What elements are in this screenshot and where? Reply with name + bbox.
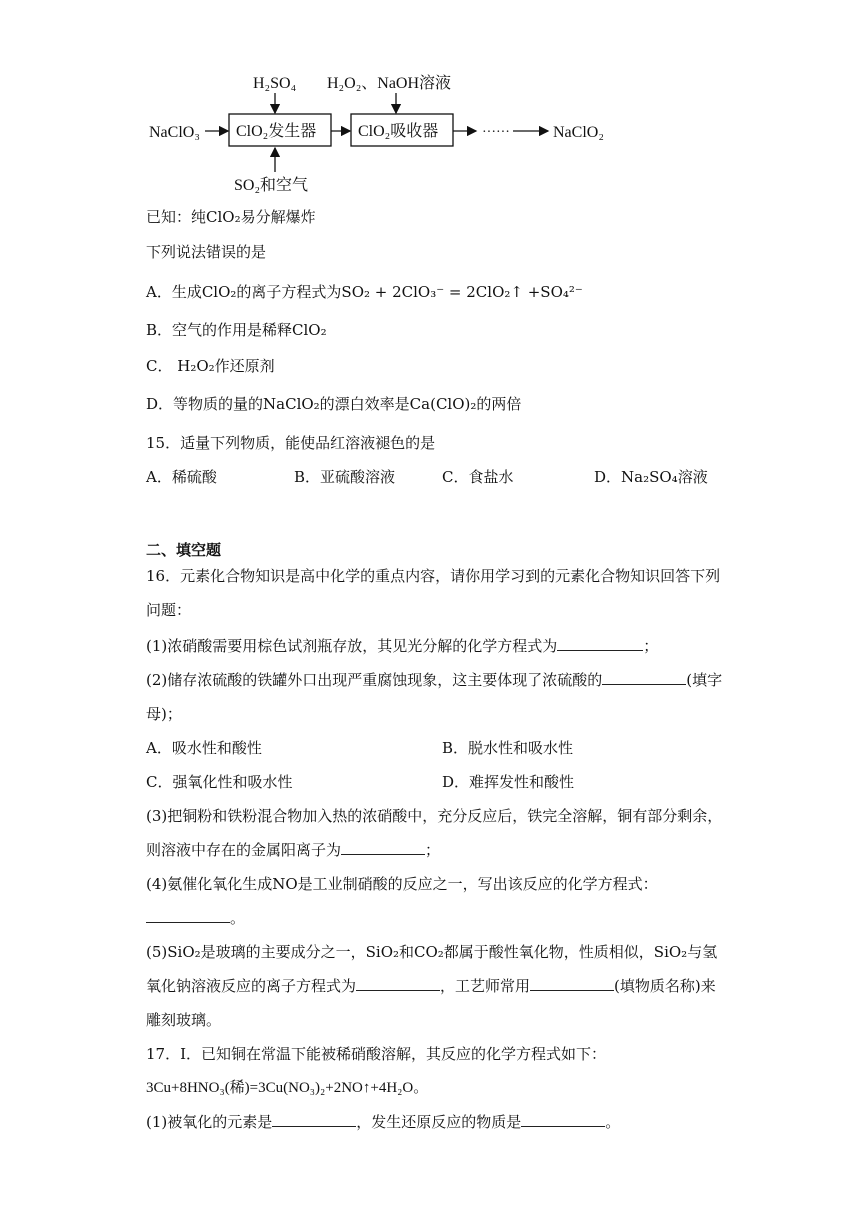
- q17-part1: [146, 1112, 620, 1132]
- q16-stem-line2: 问题：: [146, 601, 192, 619]
- q17-part1-text: (1)被氧化的元素是: [146, 1113, 273, 1131]
- so2-air-label: SO₂和空气: [234, 177, 309, 194]
- q14-option-c: C． H₂O₂作还原剂: [146, 357, 275, 375]
- q14-option-a: A．生成ClO₂的离子方程式为SO₂ + 2ClO₃⁻ = 2ClO₂↑ +SO₄²⁻: [146, 283, 583, 301]
- q16-part4-answer-blank[interactable]: [146, 908, 230, 923]
- q16-part1: [146, 636, 658, 656]
- q16-option-d: D．难挥发性和酸性: [442, 773, 575, 791]
- flow-input-label: NaClO₃: [149, 124, 200, 141]
- known-condition: 已知：纯ClO₂易分解爆炸: [146, 208, 316, 226]
- generator-label: ClO₂发生器: [236, 123, 317, 140]
- q15-option-a: A．稀硫酸: [146, 468, 217, 486]
- q16-part2-text: (2)储存浓硫酸的铁罐外口出现严重腐蚀现象，这主要体现了浓硫酸的: [146, 671, 603, 689]
- q14-ask: 下列说法错误的是: [146, 243, 267, 261]
- q16-part5-tail: (填物质名称)来: [614, 977, 716, 995]
- h2so4-label: H₂SO₄: [253, 75, 297, 92]
- q15-stem: 15．适量下列物质，能使品红溶液褪色的是: [146, 434, 436, 452]
- q16-part3-answer-blank[interactable]: [341, 840, 425, 855]
- q16-stem-line1: 16．元素化合物知识是高中化学的重点内容，请你用学习到的元素化合物知识回答下列: [146, 567, 721, 585]
- process-flow-diagram: [0, 0, 860, 205]
- q16-part2-tail: (填字: [686, 671, 723, 689]
- q16-part1-answer-blank[interactable]: [557, 636, 643, 651]
- q15-option-d: D．Na₂SO₄溶液: [594, 468, 708, 486]
- dots-label: ······: [482, 125, 510, 140]
- q16-part3-text: 则溶液中存在的金属阳离子为: [146, 841, 342, 859]
- q15-option-b: B．亚硫酸溶液: [294, 468, 396, 486]
- q16-part5-answer-blank-1[interactable]: [356, 976, 440, 991]
- section-heading: 二、填空题: [146, 541, 222, 559]
- q14-option-d: D．等物质的量的NaClO₂的漂白效率是Ca(ClO)₂的两倍: [146, 395, 522, 413]
- q16-part4-line1: (4)氨催化氧化生成NO是工业制硝酸的反应之一，写出该反应的化学方程式：: [146, 875, 658, 893]
- q16-part5-text: 氧化钠溶液反应的离子方程式为: [146, 977, 357, 995]
- q17-equation: 3Cu+8HNO₃(稀)=3Cu(NO₃)₂+2NO↑+4H₂O。: [146, 1080, 429, 1096]
- q16-part4-line2: [146, 908, 245, 928]
- q16-part3-end: ；: [425, 841, 441, 859]
- q16-part2-cont: 母)；: [146, 705, 182, 723]
- q17-part1-mid: ，发生还原反应的物质是: [356, 1113, 522, 1131]
- q17-stem: 17．I．已知铜在常温下能被稀硝酸溶解，其反应的化学方程式如下：: [146, 1045, 607, 1063]
- q16-part5-line2: [146, 976, 716, 996]
- q16-option-a: A．吸水性和酸性: [146, 739, 262, 757]
- h2o2-naoh-label: H₂O₂、NaOH溶液: [327, 75, 452, 92]
- absorber-label: ClO₂吸收器: [358, 123, 439, 140]
- q17-part1-end: 。: [605, 1113, 621, 1131]
- q16-option-b: B．脱水性和吸水性: [442, 739, 574, 757]
- q16-part4-end: 。: [230, 909, 246, 927]
- q14-option-b: B．空气的作用是稀释ClO₂: [146, 321, 327, 339]
- q16-part2: [146, 670, 722, 690]
- q16-part2-answer-blank[interactable]: [602, 670, 686, 685]
- q16-part5-line1: (5)SiO₂是玻璃的主要成分之一，SiO₂和CO₂都属于酸性氧化物，性质相似，SiO₂与氢: [146, 943, 718, 961]
- q16-part5-answer-blank-2[interactable]: [530, 976, 614, 991]
- q16-part1-text: (1)浓硝酸需要用棕色试剂瓶存放，其见光分解的化学方程式为: [146, 637, 558, 655]
- q16-part5-line3: 雕刻玻璃。: [146, 1011, 222, 1029]
- q16-part1-end: ；: [643, 637, 659, 655]
- q15-option-c: C．食盐水: [442, 468, 514, 486]
- q16-part3-line2: [146, 840, 440, 860]
- q16-option-c: C．强氧化性和吸水性: [146, 773, 293, 791]
- q17-part1-answer-blank-1[interactable]: [272, 1112, 356, 1127]
- q17-part1-answer-blank-2[interactable]: [521, 1112, 605, 1127]
- q16-part5-mid: ，工艺师常用: [440, 977, 531, 995]
- q16-part3-line1: (3)把铜粉和铁粉混合物加入热的浓硝酸中，充分反应后，铁完全溶解，铜有部分剩余，: [146, 807, 723, 825]
- flow-output-label: NaClO₂: [553, 124, 604, 141]
